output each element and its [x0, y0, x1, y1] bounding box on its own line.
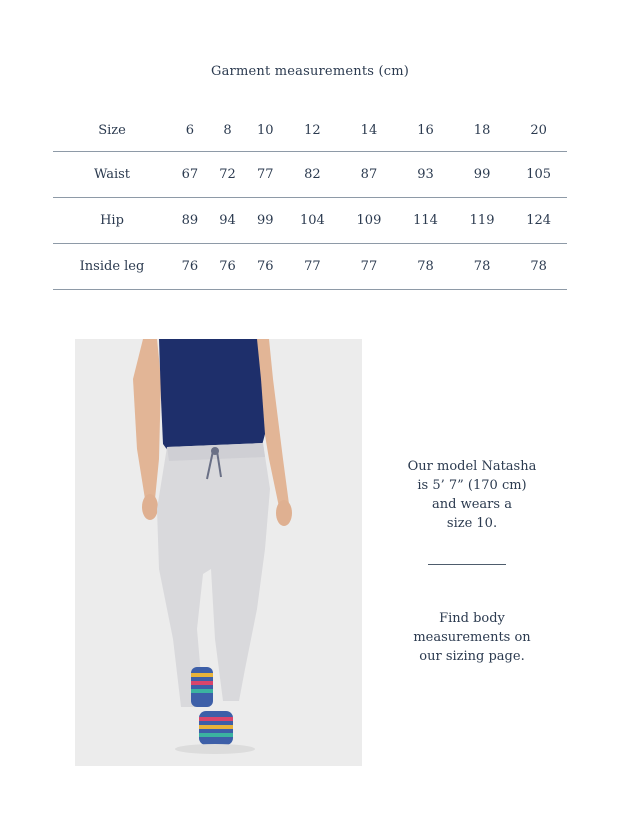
size-header-cell: 6: [185, 123, 194, 138]
size-header-cell: 10: [256, 123, 274, 138]
model-note-line: is 5’ 7” (170 cm): [417, 478, 527, 493]
size-table: [53, 110, 567, 290]
table-cell: 76: [246, 244, 284, 290]
table-cell: 99: [454, 152, 511, 198]
table-cell: 124: [510, 198, 567, 244]
divider: [428, 564, 506, 565]
table-cell: 78: [510, 244, 567, 290]
table-row-waist: [53, 152, 567, 198]
table-cell: 93: [397, 152, 454, 198]
table-cell: 76: [171, 244, 209, 290]
row-label: Hip: [53, 198, 171, 244]
table-cell: 78: [454, 244, 511, 290]
table-cell: 105: [510, 152, 567, 198]
table-row-inside-leg: [53, 244, 567, 290]
table-cell: 87: [341, 152, 398, 198]
table-cell: 76: [209, 244, 247, 290]
sizing-note-line: our sizing page.: [419, 649, 525, 664]
model-illustration: [75, 339, 362, 766]
row-label: Waist: [53, 152, 171, 198]
model-note-line: and wears a: [432, 497, 512, 512]
table-cell: 77: [341, 244, 398, 290]
model-note: [382, 457, 562, 533]
size-header-cell: 14: [360, 123, 378, 138]
table-cell: 104: [284, 198, 341, 244]
table-cell: 82: [284, 152, 341, 198]
table-row-hip: [53, 198, 567, 244]
table-cell: 72: [209, 152, 247, 198]
table-cell: 94: [209, 198, 247, 244]
sizing-note-line: Find body: [439, 611, 505, 626]
table-cell: 78: [397, 244, 454, 290]
table-cell: 109: [341, 198, 398, 244]
table-cell: 99: [246, 198, 284, 244]
size-header-cell: 18: [473, 123, 491, 138]
table-cell: 114: [397, 198, 454, 244]
sizing-note-line: measurements on: [413, 630, 531, 645]
table-cell: 119: [454, 198, 511, 244]
size-header-label: Size: [98, 123, 126, 138]
table-cell: 89: [171, 198, 209, 244]
sizing-note: [382, 609, 562, 666]
table-cell: 77: [246, 152, 284, 198]
table-cell: 77: [284, 244, 341, 290]
model-note-line: size 10.: [446, 516, 498, 531]
model-note-line: Our model Natasha: [407, 459, 537, 474]
row-label: Inside leg: [53, 244, 171, 290]
table-cell: 67: [171, 152, 209, 198]
model-photo: [75, 339, 362, 766]
size-header-cell: 20: [530, 123, 547, 138]
size-header-row: [53, 110, 567, 152]
size-header-cell: 16: [417, 123, 434, 138]
size-header-cell: 8: [223, 123, 232, 138]
size-header-cell: 12: [304, 123, 321, 138]
page-title: Garment measurements (cm): [211, 64, 409, 79]
